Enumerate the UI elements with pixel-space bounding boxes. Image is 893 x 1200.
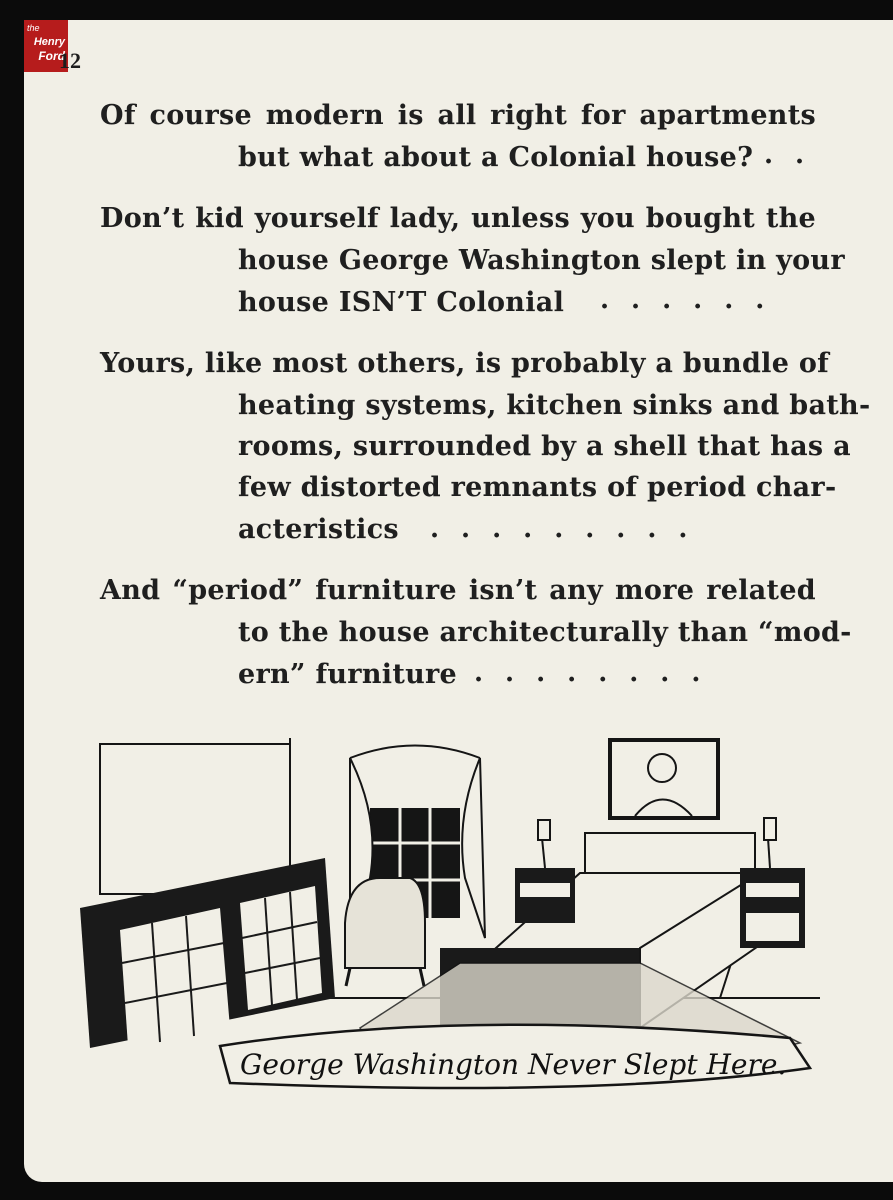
dresser	[80, 858, 335, 1048]
paragraph-line: house ISN’T Colonial	[238, 287, 565, 318]
paragraph-line: house George Washington slept in your	[238, 245, 845, 276]
paragraph-line: Yours, like most others, is probably a bundle of	[100, 348, 830, 379]
logo-text-ford: Ford	[38, 49, 65, 63]
armchair	[345, 878, 425, 986]
paragraph-line: rooms, surrounded by a shell that has a	[238, 431, 851, 462]
logo-text-the: the	[27, 23, 40, 33]
paragraph-line: Of course modern is all right for apartments	[100, 100, 816, 131]
paragraph-line: And “period” furniture isn’t any more related	[100, 575, 816, 606]
caption-ribbon	[220, 1025, 810, 1088]
paragraph-line: few distorted remnants of period char-	[238, 472, 837, 503]
page-number: 12	[59, 48, 81, 73]
bedroom-illustration	[80, 738, 820, 1090]
leader-dots: .........	[430, 514, 710, 544]
paragraph-line: heating systems, kitchen sinks and bath-	[238, 390, 871, 421]
leader-dots: ......	[600, 285, 787, 315]
paragraph-line: to the house architecturally than “mod-	[238, 617, 852, 648]
logo-text-henry: Henry	[33, 36, 65, 48]
paragraph-line: Don’t kid yourself lady, unless you bought the	[100, 203, 816, 234]
nightstand-left	[515, 820, 575, 923]
portrait-painting	[610, 740, 718, 818]
paragraph-line: ern” furniture	[238, 659, 458, 690]
leader-dots: ..	[764, 140, 827, 170]
paragraph-line: acteristics	[238, 514, 399, 545]
leader-dots: ........	[474, 658, 723, 688]
illustration-caption: George Washington Never Slept Here.	[240, 1048, 787, 1081]
paragraph-line: but what about a Colonial house?	[238, 142, 754, 173]
